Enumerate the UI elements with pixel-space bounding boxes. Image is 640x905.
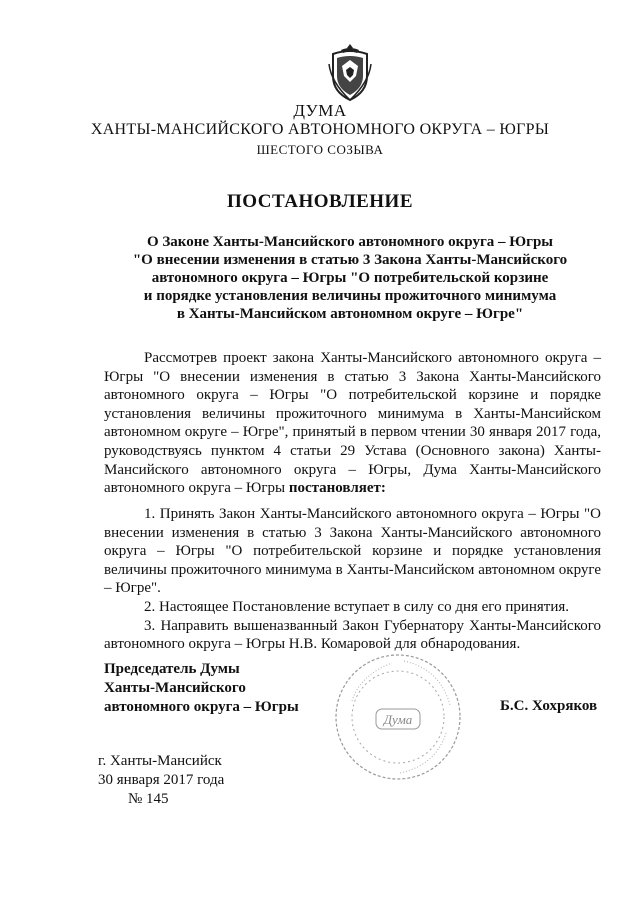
issuer-region: ХАНТЫ-МАНСИЙСКОГО АВТОНОМНОГО ОКРУГА – ЮГРЫ	[90, 121, 550, 138]
signer-title	[104, 660, 299, 717]
official-seal-stamp	[332, 651, 464, 783]
signer-title-line: автономного округа – Югры	[104, 699, 299, 715]
signer-title-line: Ханты-Мансийского	[104, 680, 246, 696]
document-subject	[60, 233, 640, 323]
preamble-resolves: постановляет:	[288, 480, 386, 497]
document-place: г. Ханты-Мансийск	[98, 753, 222, 769]
document-date: 30 января 2017 года	[98, 772, 225, 788]
subject-line: "О внесении изменения в статью 3 Закона Ханты-Мансийского	[132, 252, 568, 268]
document-place-date	[98, 752, 224, 809]
convocation: ШЕСТОГО СОЗЫВА	[256, 142, 384, 157]
subject-line: автономного округа – Югры "О потребительской корзине	[151, 270, 549, 286]
document-number: № 145	[128, 791, 169, 807]
seal-center-text: Дума	[383, 712, 413, 727]
issuer-name: ДУМА	[293, 101, 347, 120]
subject-line: и порядке установления величины прожиточного минимума	[143, 288, 557, 304]
subject-line: в Ханты-Мансийском автономном округе – Югре"	[176, 306, 524, 322]
subject-line: О Законе Ханты-Мансийского автономного округа – Югры	[146, 234, 554, 250]
preamble-paragraph	[104, 349, 601, 498]
resolution-item: 1. Принять Закон Ханты-Мансийского автономного округа – Югры "О внесении изменения в статью 3 Закона Ханты-Мансийского автономного округа – Югры "О потребительской корзине и порядке установления величины прожиточного минимума в Ханты-Мансийском автономном округе – Югре".	[104, 506, 601, 597]
signer-name: Б.С. Хохряков	[500, 698, 598, 714]
preamble-text: Рассмотрев проект закона Ханты-Мансийского автономного округа – Югры "О внесении изменения в статью 3 Закона Ханты-Мансийского автономного округа – Югры "О потребительской корзине и порядке установления величины прожиточного минимума в Ханты-Мансийском автономном округе – Югре", принятый в первом чтении 30 января 2017 года, руководствуясь пунктом 4 статьи 29 Устава (Основного закона) Ханты-Мансийского автономного округа – Югры, Дума Ханты-Мансийского автономного округа – Югры	[104, 350, 601, 497]
resolution-item: 2. Настоящее Постановление вступает в силу со дня его принятия.	[144, 598, 570, 615]
coat-of-arms-icon	[327, 42, 373, 102]
resolution-items	[104, 505, 601, 654]
signer-title-line: Председатель Думы	[104, 661, 240, 677]
document-type-title: ПОСТАНОВЛЕНИЕ	[226, 191, 414, 212]
resolution-item: 3. Направить вышеназванный Закон Губернатору Ханты-Мансийского автономного округа – Югры Н.В. Комаровой для обнародования.	[104, 617, 601, 653]
